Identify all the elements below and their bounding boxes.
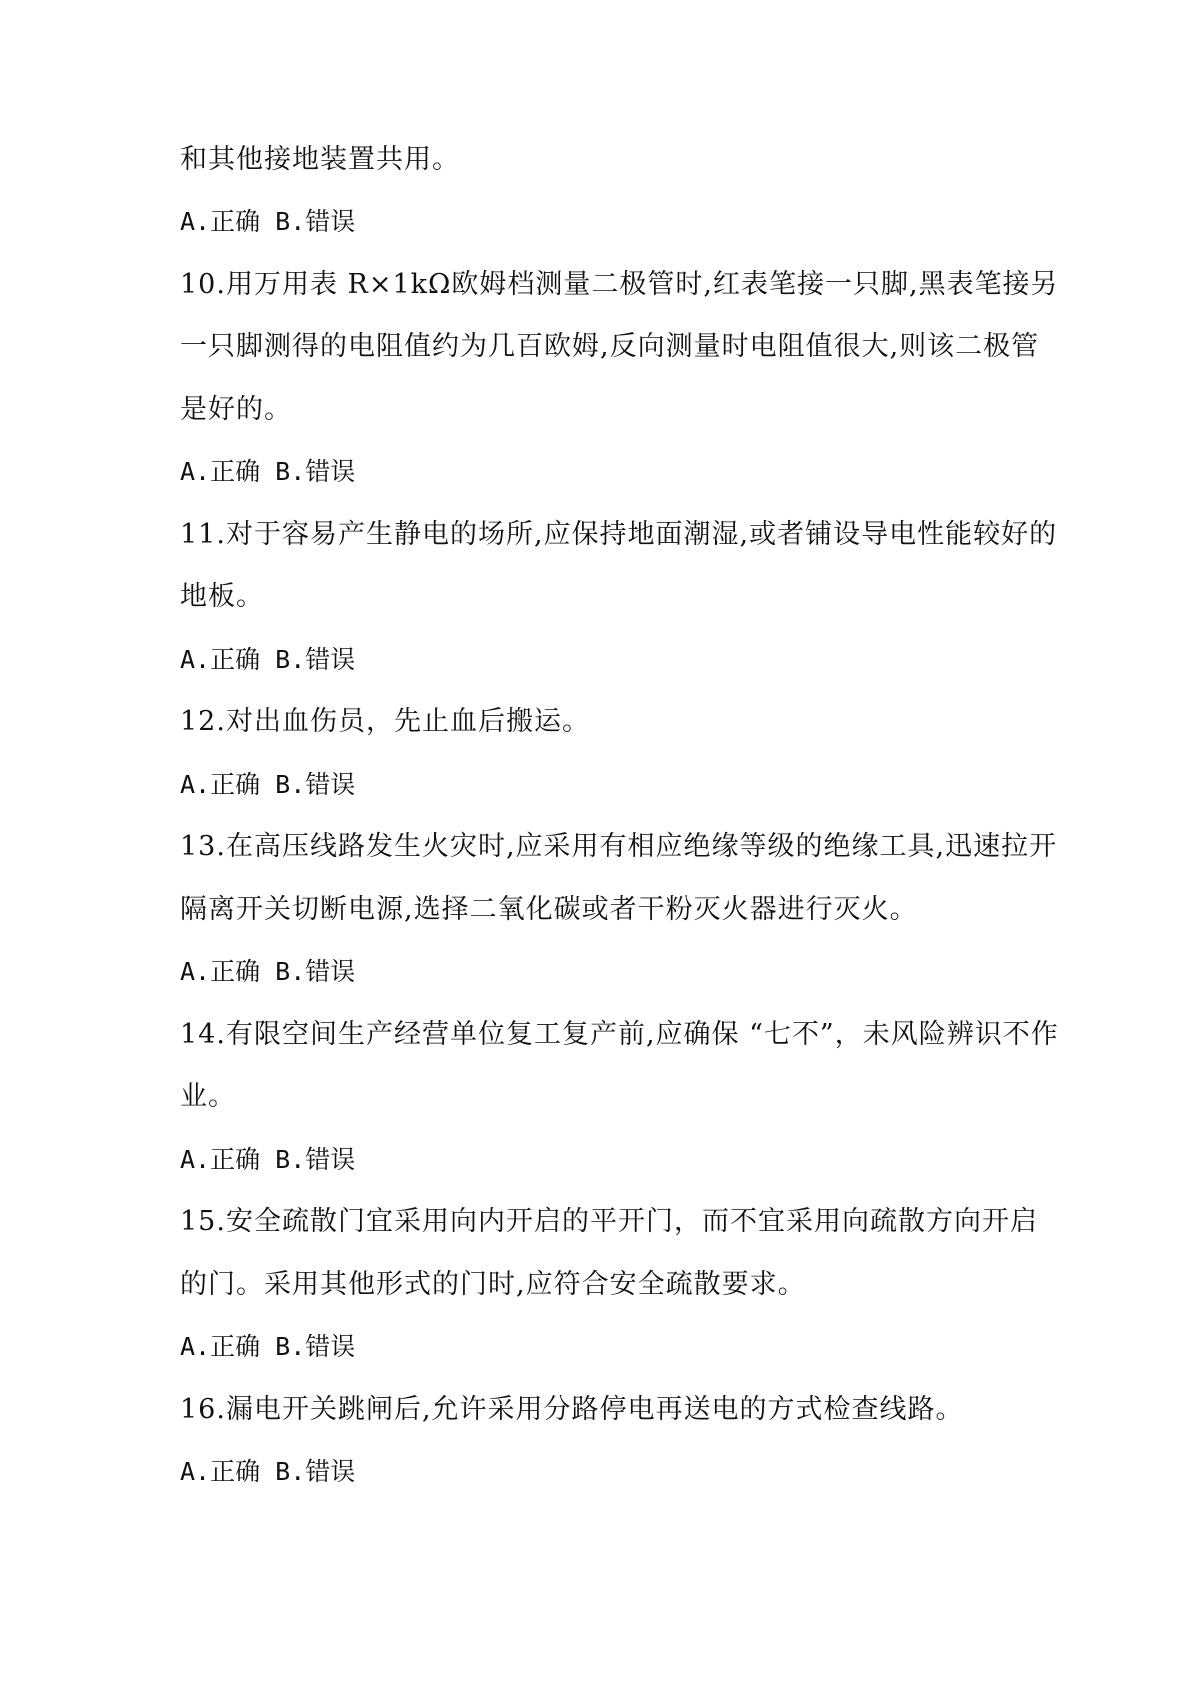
question-11-line: 11.对于容易产生静电的场所,应保持地面潮湿,或者铺设导电性能较好的 [180, 519, 1058, 550]
question-13-line: 13.在高压线路发生火灾时,应采用有相应绝缘等级的绝缘工具,迅速拉开 [180, 831, 1058, 862]
answer-options: A.正确 B.错误 [180, 1332, 356, 1361]
answer-options: A.正确 B.错误 [180, 207, 356, 236]
question-10-line: 10.用万用表 R×1kΩ欧姆档测量二极管时,红表笔接一只脚,黑表笔接另 [180, 269, 1059, 300]
question-14-line: 业。 [180, 1081, 236, 1112]
question-14-line: 14.有限空间生产经营单位复工复产前,应确保 “七不”，未风险辨识不作 [180, 1019, 1059, 1050]
question-10-line: 一只脚测得的电阻值约为几百欧姆,反向测量时电阻值很大,则该二极管 [180, 331, 1040, 362]
answer-options: A.正确 B.错误 [180, 1457, 356, 1486]
question-13-line: 隔离开关切断电源,选择二氧化碳或者干粉灭火器进行灭火。 [180, 894, 918, 925]
answer-options: A.正确 B.错误 [180, 645, 356, 674]
question-text-line: 和其他接地装置共用。 [180, 144, 460, 175]
question-15-line: 15.安全疏散门宜采用向内开启的平开门，而不宜采用向疏散方向开启 [180, 1206, 1038, 1237]
answer-options: A.正确 B.错误 [180, 1145, 356, 1174]
question-16-line: 16.漏电开关跳闸后,允许采用分路停电再送电的方式检查线路。 [180, 1394, 964, 1425]
answer-options: A.正确 B.错误 [180, 770, 356, 799]
question-10-line: 是好的。 [180, 394, 292, 425]
answer-options: A.正确 B.错误 [180, 457, 356, 486]
question-15-line: 的门。采用其他形式的门时,应符合安全疏散要求。 [180, 1269, 806, 1300]
question-11-line: 地板。 [180, 581, 264, 612]
answer-options: A.正确 B.错误 [180, 957, 356, 986]
question-12-line: 12.对出血伤员，先止血后搬运。 [180, 706, 590, 737]
